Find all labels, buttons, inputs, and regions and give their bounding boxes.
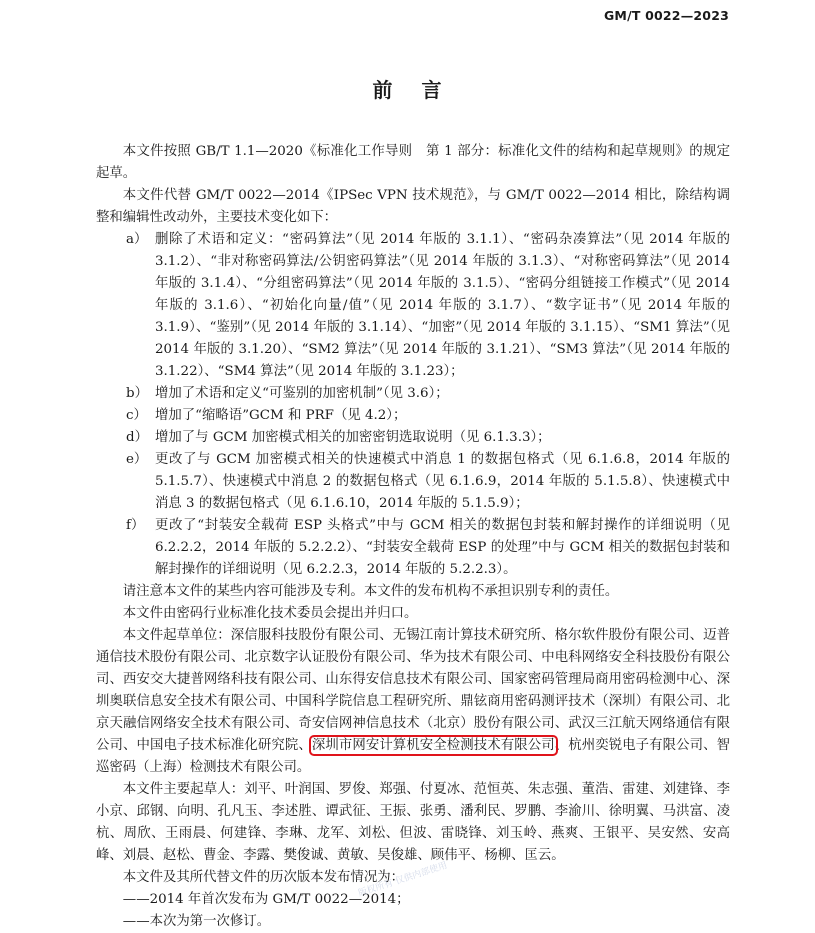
list-item (96, 405, 730, 427)
list-marker: d） (126, 430, 148, 445)
title-char-1: 前 (372, 78, 394, 102)
list-item (96, 229, 730, 383)
drafting-units-text-end: 、杭州奕锐电子有限公司、智巡密码（上海）检测技术有限公司。 (96, 738, 731, 775)
list-item (96, 383, 730, 405)
paragraph-drafters: 本文件主要起草人：刘平、叶润国、罗俊、郑强、付夏冰、范恒英、朱志强、董浩、雷建、刘建锋、李小京、邱钢、向明、孔凡玉、李述胜、谭武征、王振、张勇、潘利民、罗鹏、李渝川、徐明翼、马洪富、凌杭、周欣、王雨晨、何建锋、李琳、龙军、刘松、但波、雷晓锋、刘玉岭、燕爽、王银平、吴安然、安高峰、刘晨、赵松、曹金、李露、樊俊诚、黄敏、吴俊雄、顾伟平、杨柳、匡云。 (96, 782, 730, 863)
paragraph-history: 本文件及其所代替文件的历次版本发布情况为： (122, 870, 404, 885)
paragraph-drafting-rules: 本文件按照 GB/T 1.1—2020《标准化工作导则 第 1 部分：标准化文件的结构和起草规则》的规定起草。 (96, 144, 730, 181)
paragraph-drafting-units (96, 625, 730, 779)
page-title (0, 74, 815, 103)
change-list (96, 229, 730, 581)
list-item-text: 更改了“封装安全载荷 ESP 头格式”中与 GCM 相关的数据包封装和解封操作的详细说明（见 6.2.2.2，2014 年版的 5.2.2.2）、“封装安全载荷 ESP 的处理”中与 GCM 相关的数据包封装和解封操作的详细说明（见 6.2.2.3，2014 年版的 5.2.2.3）。 (155, 518, 730, 577)
standard-code: GM/T 0022—2023 (603, 8, 729, 23)
watermark: 版权所有 仅供内部使用 (357, 860, 449, 900)
list-marker: a） (126, 232, 148, 247)
foreword-body (96, 141, 730, 933)
list-item-text: 删除了术语和定义：“密码算法”（见 2014 年版的 3.1.1）、“密码杂凑算法”（见 2014 年版的 3.1.2）、“非对称密码算法/公钥密码算法”（见 2014 年版的 3.1.3）、“对称密码算法”（见 2014 年版的 3.1.4）、“分组密码算法”（见 2014 年版的 3.1.5）、“密码分组链接工作模式”（见 2014 年版的 3.1.6）、“初始化向量/值”（见 2014 年版的 3.1.7）、“数字证书”（见 2014 年版的 3.1.9）、“鉴别”（见 2014 年版的 3.1.14）、“加密”（见 2014 年版的 3.1.15）、“SM1 算法”（见 2014 年版的 3.1.20）、“SM2 算法”（见 2014 年版的 3.1.21）、“SM3 算法”（见 2014 年版的 3.1.22）、“SM4 算法”（见 2014 年版的 3.1.23）； (155, 232, 730, 379)
list-item (96, 449, 730, 515)
paragraph-committee: 本文件由密码行业标准化技术委员会提出并归口。 (122, 606, 418, 621)
history-item-2014: ——2014 年首次发布为 GM/T 0022—2014； (122, 892, 410, 907)
list-item-text: 增加了与 GCM 加密模式相关的加密密钥选取说明（见 6.1.3.3）； (155, 430, 551, 445)
list-marker: f） (126, 518, 145, 533)
title-char-2: 言 (421, 78, 443, 102)
list-item-text: 增加了术语和定义“可鉴别的加密机制”（见 3.6）； (155, 386, 449, 401)
list-item-text: 增加了“缩略语”GCM 和 PRF（见 4.2）； (155, 408, 407, 423)
list-marker: c） (126, 408, 147, 423)
list-item (96, 427, 730, 449)
drafting-units-text: 本文件起草单位：深信服科技股份有限公司、无锡江南计算技术研究所、格尔软件股份有限公司、迈普通信技术股份有限公司、北京数字认证股份有限公司、华为技术有限公司、中电科网络安全科技股份有限公司、西安交大捷普网络科技有限公司、山东得安信息技术有限公司、国家密码管理局商用密码检测中心、深圳奥联信息安全技术有限公司、中国科学院信息工程研究所、鼎铉商用密码测评技术（深圳）有限公司、北京天融信网络安全技术有限公司、奇安信网神信息技术（北京）股份有限公司、武汉三江航天网络通信有限公司、中国电子技术标准化研究院、 (96, 628, 730, 753)
history-item-revision: ——本次为第一次修订。 (122, 914, 271, 929)
list-marker: e） (126, 452, 148, 467)
paragraph-patent-notice: 请注意本文件的某些内容可能涉及专利。本文件的发布机构不承担识别专利的责任。 (122, 584, 619, 599)
list-marker: b） (126, 386, 148, 401)
list-item (96, 515, 730, 581)
highlighted-organization: 深圳市网安计算机安全检测技术有限公司 (311, 738, 555, 753)
list-item-text: 更改了与 GCM 加密模式相关的快速模式中消息 1 的数据包格式（见 6.1.6.8，2014 年版的 5.1.5.7）、快速模式中消息 2 的数据包格式（见 6.1.6.9，2014 年版的 5.1.5.8）、快速模式中消息 3 的数据包格式（见 6.1.6.10，2014 年版的 5.1.5.9）； (155, 452, 730, 511)
paragraph-replacement: 本文件代替 GM/T 0022—2014《IPSec VPN 技术规范》，与 GM/T 0022—2014 相比，除结构调整和编辑性改动外，主要技术变化如下： (96, 188, 730, 225)
